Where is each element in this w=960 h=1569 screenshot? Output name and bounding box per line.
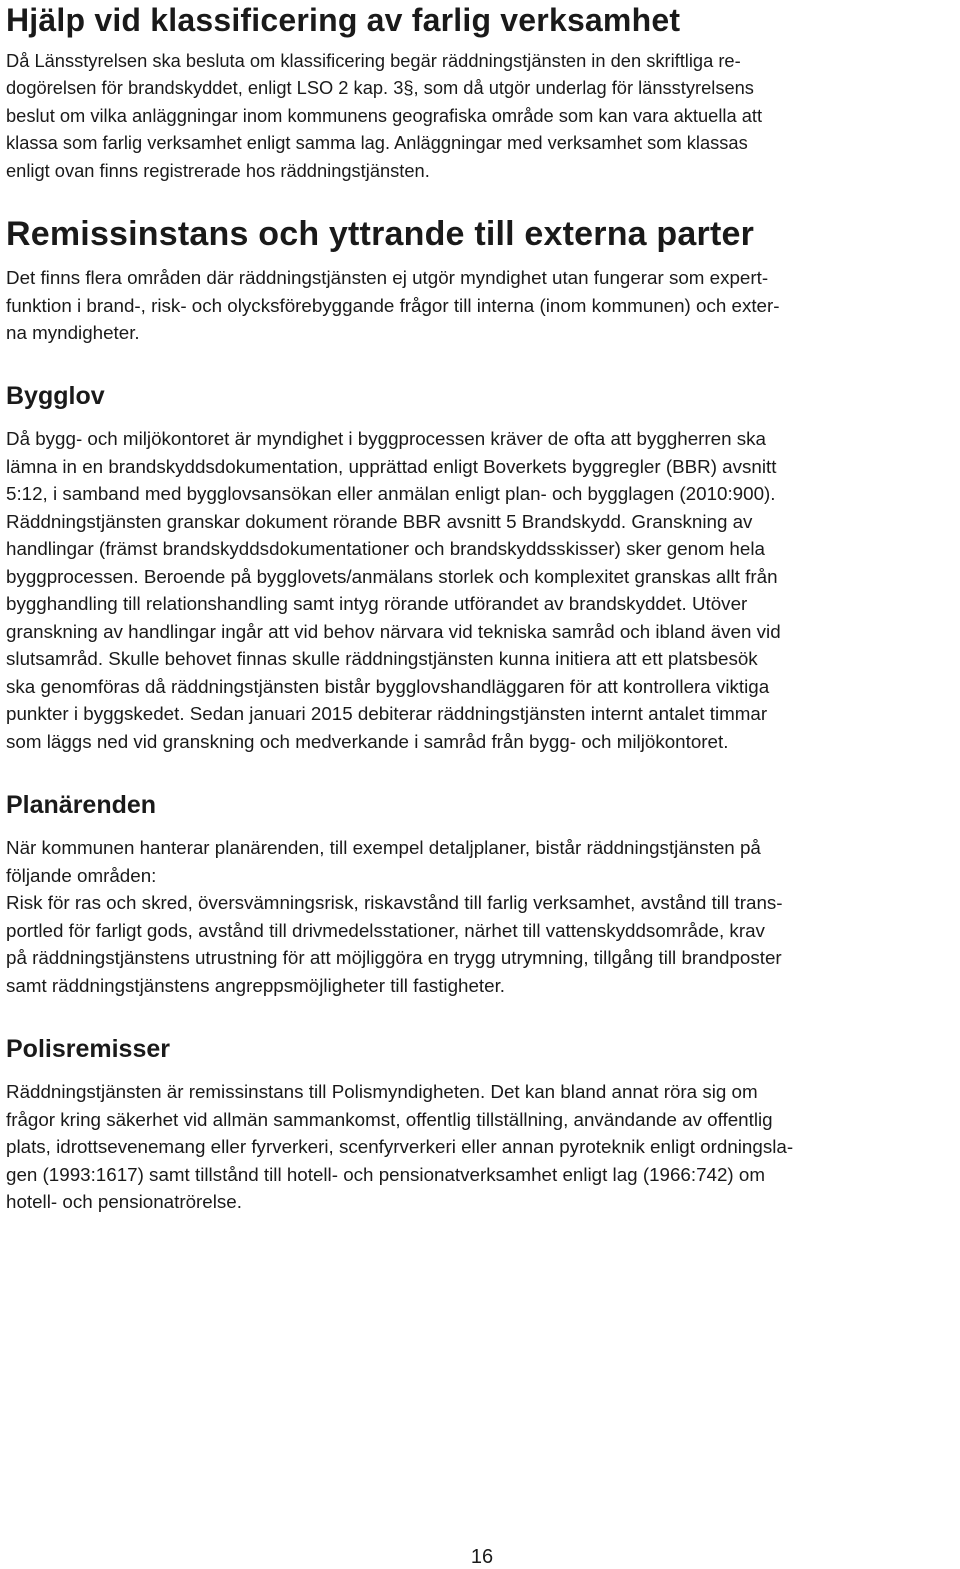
text-line: plats, idrottsevenemang eller fyrverkeri, scenfyrverkeri eller annan pyroteknik enligt ordningsla- [6, 1136, 794, 1157]
paragraph [6, 1078, 948, 1216]
paragraph [6, 425, 948, 755]
text-line: på räddningstjänstens utrustning för att möjliggöra en trygg utrymning, tillgång till brandposter [6, 947, 782, 968]
text-line: Då bygg- och miljökontoret är myndighet i byggprocessen kräver de ofta att byggherren ska [6, 428, 766, 449]
text-line: följande områden: [6, 864, 157, 886]
section-heading: Remissinstans och yttrande till externa parter [6, 215, 755, 253]
text-line: bygghandling till relationshandling samt intyg rörande utförandet av brandskyddet. Utöver [6, 593, 748, 614]
text-line: ska genomföras då räddningstjänsten bistår bygglovshandläggaren för att kontrollera viktiga [6, 675, 770, 697]
section-heading: Polisremisser [6, 1035, 170, 1063]
text-line: samt räddningstjänstens angreppsmöjligheter till fastigheter. [6, 974, 506, 996]
text-line: gen (1993:1617) samt tillstånd till hotell- och pensionatverksamhet enligt lag (1966:742) om [6, 1163, 765, 1185]
text-line: byggprocessen. Beroende på bygglovets/anmälans storlek och komplexitet granskas allt från [6, 565, 778, 587]
paragraph [6, 834, 948, 999]
text-line: portled för farligt gods, avstånd till drivmedelsstationer, närhet till vattenskyddsområde, krav [6, 919, 765, 941]
text-line: Risk för ras och skred, översvämningsrisk, riskavstånd till farlig verksamhet, avstånd till trans- [6, 892, 783, 913]
text-line: hotell- och pensionatrörelse. [6, 1191, 242, 1212]
text-line: na myndigheter. [6, 322, 140, 343]
paragraph [6, 264, 948, 347]
page-number: 16 [470, 1546, 494, 1568]
text-line: slutsamråd. Skulle behovet finnas skulle räddningstjänsten kunna initiera att ett platsbesök [6, 648, 758, 669]
section-heading: Hjälp vid klassificering av farlig verksamhet [6, 2, 681, 38]
text-line: punkter i byggskedet. Sedan januari 2015 debiterar räddningstjänsten internt antalet timmar [6, 703, 768, 724]
text-line: Då Länsstyrelsen ska besluta om klassificering begär räddningstjänsten in den skriftliga re- [6, 50, 741, 71]
text-line: frågor kring säkerhet vid allmän sammankomst, offentlig tillställning, användande av offentlig [6, 1108, 773, 1130]
section-bygglov [6, 381, 948, 755]
text-line: När kommunen hanterar planärenden, till exempel detaljplaner, bistår räddningstjänsten på [6, 837, 761, 858]
text-line: beslut om vilka anläggningar inom kommunens geografiska område som kan vara aktuella att [6, 104, 763, 126]
text-line: klassa som farlig verksamhet enligt samma lag. Anläggningar med verksamhet som klassas [6, 132, 748, 154]
text-line: granskning av handlingar ingår att vid behov närvara vid tekniska samråd och ibland även vid [6, 620, 781, 642]
section-heading: Planärenden [6, 791, 157, 819]
text-line: Det finns flera områden där räddningstjänsten ej utgör myndighet utan fungerar som expert- [6, 267, 769, 288]
section-planarenden [6, 790, 948, 999]
text-line: handlingar (främst brandskyddsdokumentationer och brandskyddsskisser) sker genom hela [6, 538, 765, 559]
text-line: funktion i brand-, risk- och olycksförebyggande frågor till interna (inom kommunen) och exter- [6, 294, 780, 316]
text-line: Räddningstjänsten granskar dokument rörande BBR avsnitt 5 Brandskydd. Granskning av [6, 510, 753, 532]
paragraph [6, 47, 948, 184]
text-line: enligt ovan finns registrerade hos räddningstjänsten. [6, 159, 430, 181]
text-line: lämna in en brandskyddsdokumentation, upprättad enligt Boverkets byggregler (BBR) avsnitt [6, 455, 777, 477]
text-line: Räddningstjänsten är remissinstans till Polismyndigheten. Det kan bland annat röra sig om [6, 1081, 758, 1102]
section-heading: Bygglov [6, 382, 105, 410]
section-klassificering [6, 2, 948, 184]
section-polisremisser [6, 1034, 948, 1216]
text-line: dogörelsen för brandskyddet, enligt LSO 2 kap. 3§, som då utgör underlag för länsstyrelsens [6, 77, 754, 99]
section-remissinstans [6, 214, 948, 347]
text-line: som läggs ned vid granskning och medverkande i samråd från bygg- och miljökontoret. [6, 730, 729, 752]
text-line: 5:12, i samband med bygglovsansökan eller anmälan enligt plan- och bygglagen (2010:900). [6, 483, 776, 504]
